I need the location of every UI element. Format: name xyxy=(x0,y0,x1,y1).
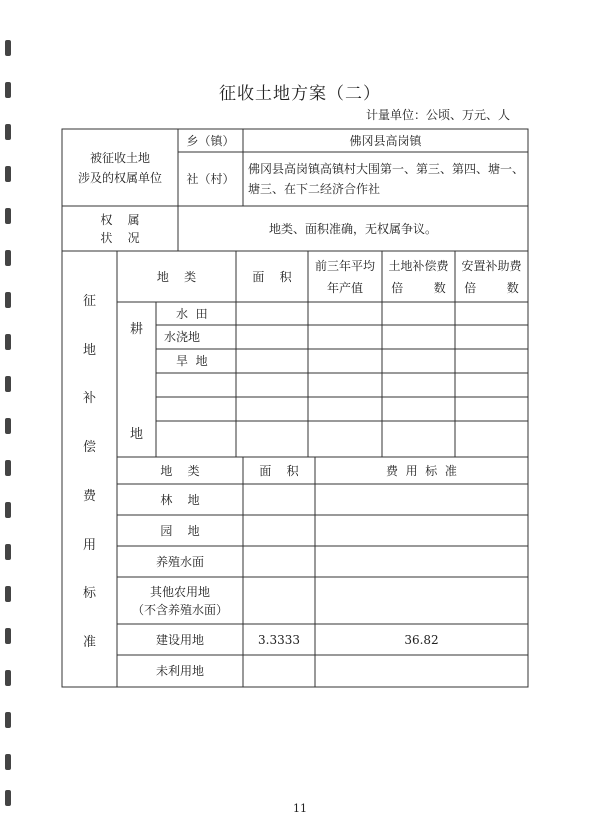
rights-value: 地类、面积准确，无权属争议。 xyxy=(268,221,437,236)
township-label: 乡（镇） xyxy=(186,133,235,148)
row-other-agri-type xyxy=(117,577,243,624)
cultivated-row-irrigated: 水浇地 xyxy=(164,330,201,344)
cultivated-char: 地 xyxy=(129,427,143,442)
row-other-agri-line2: （不含养殖水面） xyxy=(131,602,228,617)
compensation-side-label xyxy=(62,290,117,650)
header2-area: 面 积 xyxy=(259,463,299,478)
header2-land-type: 地 类 xyxy=(160,463,200,478)
township-value: 佛冈县高岗镇 xyxy=(349,133,422,148)
row-forest-type: 林 地 xyxy=(160,492,200,507)
unit-note: 计量单位：公顷、万元、人 xyxy=(365,108,510,122)
header-land-comp xyxy=(382,251,455,302)
owner-label xyxy=(62,129,178,206)
row-construction-type: 建设用地 xyxy=(155,632,204,647)
row-construction-fee: 36.82 xyxy=(404,632,439,647)
side-char: 地 xyxy=(82,342,96,358)
side-char: 费 xyxy=(82,488,96,504)
header-land-comp-line2: 倍 数 xyxy=(391,280,446,295)
cultivated-row-paddy: 水 田 xyxy=(176,306,208,321)
row-other-agri-line1: 其他农用地 xyxy=(149,584,210,599)
village-value xyxy=(243,152,528,206)
page-title: 征收土地方案（二） xyxy=(219,84,381,104)
header-land-comp-line1: 土地补偿费 xyxy=(388,258,449,273)
page-number: 11 xyxy=(293,802,307,815)
rights-label-line2: 状 况 xyxy=(100,230,140,245)
header-area: 面 积 xyxy=(252,269,292,284)
rights-label xyxy=(62,206,178,251)
side-char: 标 xyxy=(82,586,96,602)
side-char: 补 xyxy=(82,391,96,407)
cultivated-char: 耕 xyxy=(129,322,143,337)
header-avg-output xyxy=(308,251,382,302)
side-char: 偿 xyxy=(82,440,96,456)
header-resettle-line1: 安置补助费 xyxy=(461,258,522,273)
side-char: 准 xyxy=(82,634,96,650)
row-aquaculture-type: 养殖水面 xyxy=(155,554,204,569)
village-value-line1: 佛冈县高岗镇高镇村大围第一、第三、第四、塘一、 xyxy=(248,162,525,176)
rights-label-line1: 权 属 xyxy=(100,212,140,227)
owner-label-line1: 被征收土地 xyxy=(89,150,150,165)
header2-fee-standard: 费 用 标 准 xyxy=(386,463,457,478)
header-resettle-line2: 倍 数 xyxy=(464,280,519,295)
row-garden-type: 园 地 xyxy=(160,523,200,538)
side-char: 征 xyxy=(82,294,96,309)
owner-label-line2: 涉及的权属单位 xyxy=(77,170,162,185)
header-avg-output-line2: 年产值 xyxy=(326,280,363,295)
row-construction-area: 3.3333 xyxy=(258,632,300,647)
cultivated-row-dry: 旱 地 xyxy=(176,354,208,368)
cultivated-label xyxy=(117,318,156,442)
header-avg-output-line1: 前三年平均 xyxy=(314,258,375,273)
header-land-type: 地 类 xyxy=(156,269,197,284)
village-label: 社（村） xyxy=(186,172,235,186)
village-value-line2: 塘三、在下二经济合作社 xyxy=(248,182,381,196)
row-unused-type: 未利用地 xyxy=(155,664,204,678)
header-resettle xyxy=(455,251,528,302)
side-char: 用 xyxy=(82,537,96,553)
